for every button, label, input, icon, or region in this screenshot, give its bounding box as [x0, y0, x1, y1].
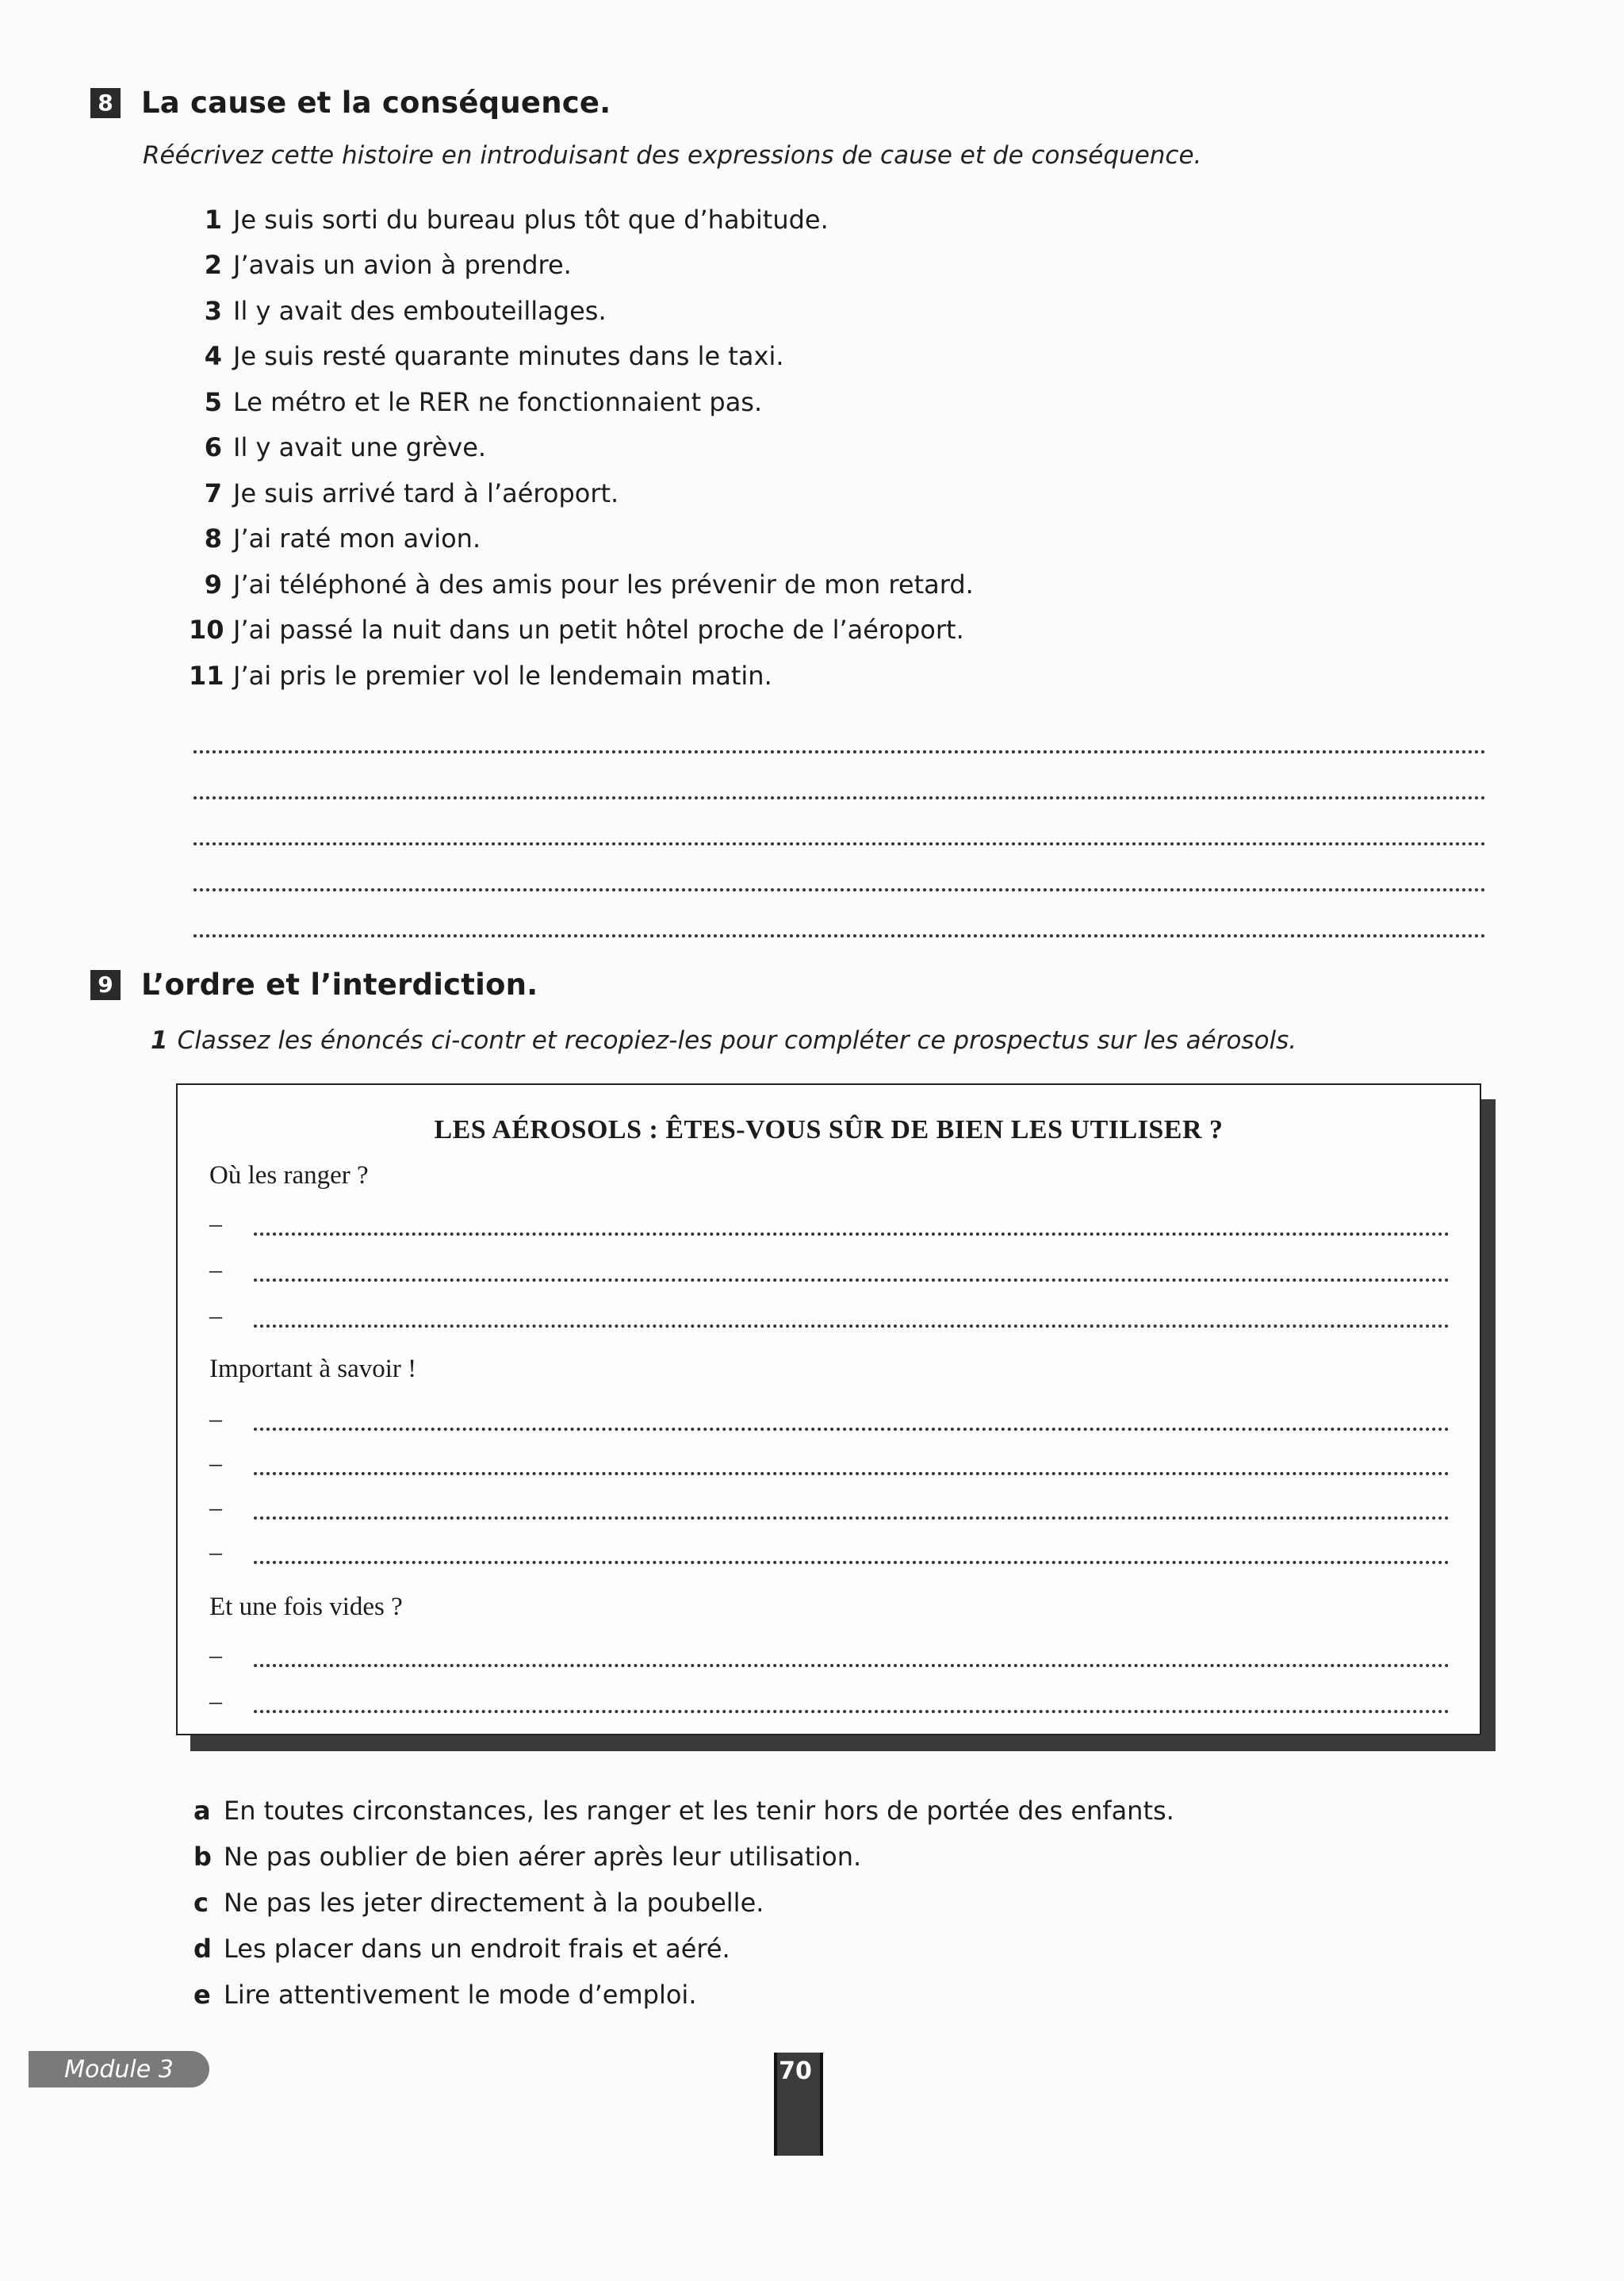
prospectus-answer-line[interactable]: –: [209, 1488, 1450, 1520]
section-number-badge: 8: [90, 88, 121, 118]
answer-line[interactable]: [193, 845, 1486, 891]
list-item: b Ne pas oublier de bien aérer après leur utilisation.: [193, 1842, 862, 1872]
section-9-instruction: [151, 1026, 1297, 1055]
list-item: 2 J’avais un avion à prendre.: [204, 250, 572, 281]
answer-lines: [193, 707, 1486, 937]
sentence-list: [189, 197, 974, 699]
prospectus-title: LES AÉROSOLS : ÊTES-VOUS SÛR DE BIEN LES UTILISER ?: [434, 1115, 1224, 1144]
list-item: 1 Je suis sorti du bureau plus tôt que d’habitude.: [204, 204, 829, 235]
prospectus-answer-line[interactable]: –: [209, 1250, 1450, 1282]
section-8-instruction: Réécrivez cette histoire en introduisant des expressions de cause et de conséquence.: [143, 141, 1202, 170]
option-list: [193, 1788, 1174, 2018]
prospectus-answer-line[interactable]: –: [209, 1296, 1450, 1328]
list-item: e Lire attentivement le mode d’emploi.: [193, 1980, 697, 2010]
list-item: 7 Je suis arrivé tard à l’aéroport.: [204, 477, 619, 508]
answer-line[interactable]: [193, 799, 1486, 845]
section-title: L’ordre et l’interdiction.: [141, 968, 538, 1002]
list-item: 8 J’ai raté mon avion.: [204, 523, 481, 554]
instruction-text: Classez les énoncés ci-contr et recopiez-les pour compléter ce prospectus sur les aérosols.: [177, 1026, 1297, 1055]
prospectus-answer-line[interactable]: –: [209, 1443, 1450, 1475]
section-number-badge: 9: [90, 970, 121, 1000]
list-item: 11 J’ai pris le premier vol le lendemain matin.: [189, 660, 772, 691]
answer-line[interactable]: [193, 707, 1486, 753]
prospectus-answer-line[interactable]: –: [209, 1399, 1450, 1431]
section-9-heading: [90, 968, 538, 1002]
list-item: a En toutes circonstances, les ranger et les tenir hors de portée des enfants.: [193, 1796, 1174, 1826]
prospectus-box: [176, 1083, 1481, 1735]
prospectus-answer-line[interactable]: –: [209, 1204, 1450, 1236]
label-et-une-fois-vides: Et une fois vides ?: [209, 1593, 403, 1621]
prospectus-answer-line[interactable]: –: [209, 1681, 1450, 1713]
list-item: 9 J’ai téléphoné à des amis pour les prévenir de mon retard.: [204, 569, 974, 600]
list-item: 10 J’ai passé la nuit dans un petit hôtel proche de l’aéroport.: [189, 615, 964, 646]
instruction-number: 1: [151, 1026, 168, 1055]
section-8-heading: [90, 86, 611, 120]
module-tab: Module 3: [29, 2051, 209, 2087]
list-item: d Les placer dans un endroit frais et aéré.: [193, 1934, 730, 1964]
list-item: 5 Le métro et le RER ne fonctionnaient pas.: [204, 386, 763, 417]
prospectus-answer-line[interactable]: –: [209, 1635, 1450, 1667]
list-item: 6 Il y avait une grève.: [204, 432, 487, 463]
label-important-a-savoir: Important à savoir !: [209, 1355, 417, 1383]
prospectus-answer-line[interactable]: –: [209, 1532, 1450, 1564]
answer-line[interactable]: [193, 891, 1486, 937]
page-number: 70: [779, 2057, 812, 2085]
list-item: 4 Je suis resté quarante minutes dans le taxi.: [204, 341, 784, 372]
list-item: c Ne pas les jeter directement à la poubelle.: [193, 1888, 764, 1918]
answer-line[interactable]: [193, 753, 1486, 799]
list-item: 3 Il y avait des embouteillages.: [204, 295, 607, 326]
label-ou-les-ranger: Où les ranger ?: [209, 1161, 369, 1190]
section-title: La cause et la conséquence.: [141, 86, 611, 120]
